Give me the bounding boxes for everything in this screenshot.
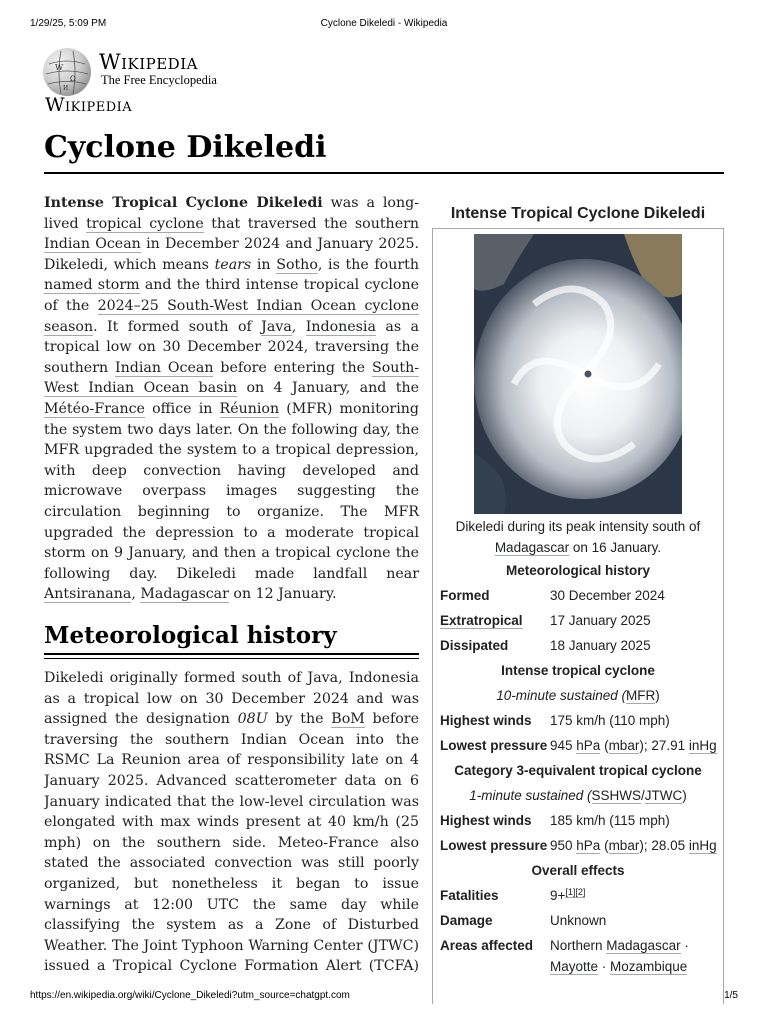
caption-text: Dikeledi during its peak intensity south of [455,519,701,534]
infobox-title: Intense Tropical Cyclone Dikeledi [432,195,724,229]
logo-wordmark: Wikipedia [99,50,198,74]
label-highest-winds: Highest winds [440,813,532,828]
value-fatalities [550,883,723,908]
value-formed: 30 December 2024 [550,588,665,603]
wikipedia-logo[interactable] [43,46,303,116]
pressure-text: ); 28.05 [639,838,689,853]
print-tab-title: Cyclone Dikeledi - Wikipedia [320,18,448,29]
value-areas-affected [550,935,723,979]
lead-italic-tears: tears [214,256,252,273]
label-areas-affected: Areas affected [440,938,534,953]
lead-paragraph [44,193,419,605]
category-subheader [433,783,723,808]
reference-links[interactable]: [1][2] [565,886,586,897]
lead-text: and the third intense tropical cyclone of the [44,277,420,314]
label-highest-winds: Highest winds [440,713,532,728]
cat-sub-text: 1-minute sustained ( [469,788,592,803]
infobox-header-effects: Overall effects [531,863,625,878]
svg-text:Ω: Ω [70,75,76,83]
lead-text: , [291,318,306,335]
section-divider [44,653,419,655]
link-mbar[interactable]: mbar [608,838,640,853]
link-indonesia[interactable]: Indonesia [305,318,376,335]
logo-tagline: The Free Encyclopedia [101,73,217,87]
pressure-text: ); 27.91 [639,738,689,753]
areas-text: Northern [550,938,607,953]
link-reunion[interactable]: Réunion [219,400,280,417]
row-cat-pressure [433,833,723,858]
link-antsiranana[interactable]: Antsiranana [44,586,132,603]
value-extratropical: 17 January 2025 [550,613,651,628]
link-mfr[interactable]: MFR [626,688,656,703]
lead-text: (MFR) monitoring the system two days later. On the following day, the MFR upgraded the system to a tropical depression, with deep convection having developed and microwave overpass images suggesting the circulation beginning to organize. The MFR upgraded the depression to a moderate tropical storm on 9 January, and then a tropical cyclone the following day. Dikeledi made landfall near [44,400,419,582]
value-itc-pressure [550,733,723,758]
link-bom[interactable]: BoM [331,711,365,728]
value-cat-pressure [550,833,723,858]
link-inhg[interactable]: inHg [688,738,717,753]
row-areas-affected [433,933,723,979]
print-url: https://en.wikipedia.org/wiki/Cyclone_Dikeledi?utm_source=chatgpt.com [30,990,350,1001]
link-inhg[interactable]: inHg [688,838,717,853]
areas-separator: · [598,959,611,974]
row-cat-winds [433,808,723,833]
infobox-header-itc: Intense tropical cyclone [501,663,655,678]
pressure-text: 950 [550,838,577,853]
met-history-paragraph [44,668,419,980]
itc-subheader [433,683,723,708]
pressure-text: ( [600,838,609,853]
lead-text: that traversed the southern [203,215,420,232]
link-java[interactable]: Java [261,318,292,335]
value-itc-winds: 175 km/h (110 mph) [550,713,670,728]
label-formed: Formed [440,588,490,603]
row-damage [433,908,723,933]
lead-text: in [251,256,277,273]
lead-text: on 12 January. [228,586,337,603]
link-extratropical[interactable]: Extratropical [440,613,523,628]
section-heading-meteorological-history: Meteorological history [44,622,337,649]
itc-sub-text: 10-minute sustained ( [496,688,627,703]
svg-text:W: W [55,63,64,72]
label-dissipated: Dissipated [440,638,509,653]
lead-text: before entering the [213,359,372,376]
value-dissipated: 18 January 2025 [550,638,651,653]
link-sshws[interactable]: SSHWS [591,788,642,803]
row-itc-winds [433,708,723,733]
link-hpa[interactable]: hPa [576,838,601,853]
lead-text: office in [144,400,220,417]
link-jtwc[interactable]: JTWC [644,788,683,803]
print-datetime: 1/29/25, 5:09 PM [30,18,107,29]
met-text: Dikeledi originally formed south of Java, Indonesia as a tropical low on 30 December 2024 and was assigned the designation [44,670,419,728]
fatalities-count: 9+ [550,888,566,903]
svg-text:И: И [63,85,69,92]
itc-sub-text: ) [655,688,660,703]
section-divider-thin [44,658,419,659]
logo-wordmark-secondary: Wikipedia [45,94,133,116]
link-caption-madagascar[interactable]: Madagascar [494,540,570,555]
image-caption [433,516,723,558]
lead-text: was a long-lived [44,195,419,232]
link-swio-basin[interactable]: South-West Indian Ocean basin [44,359,419,397]
row-extratropical [433,608,723,633]
lead-text: . It formed south of [93,318,262,335]
areas-separator: · [680,938,689,953]
lead-bold-name: Intense Tropical Cyclone Dikeledi [44,195,323,211]
print-header [30,18,738,32]
link-meteo-france[interactable]: Météo-France [44,400,145,417]
page-title: Cyclone Dikeledi [44,130,327,165]
label-fatalities: Fatalities [440,888,499,903]
cat-sub-text: / [641,788,645,803]
designation-italic: 08U [237,711,268,728]
lead-text: , is the fourth [317,256,419,273]
lead-text: in December 2024 and January 2025. Dikeledi, which means [44,236,419,273]
link-mbar[interactable]: mbar [608,738,640,753]
link-area-mayotte[interactable]: Mayotte [550,959,599,974]
link-hpa[interactable]: hPa [576,738,601,753]
link-cyclone-season[interactable]: 2024–25 South-West Indian Ocean cyclone season [44,297,419,335]
link-tropical-cyclone[interactable]: tropical cyclone [86,215,204,232]
link-area-madagascar[interactable]: Madagascar [606,938,681,953]
link-area-mozambique[interactable]: Mozambique [610,959,688,974]
print-footer [30,990,738,1004]
label-damage: Damage [440,913,493,928]
label-lowest-pressure: Lowest pressure [440,838,548,853]
satellite-image[interactable] [474,234,682,514]
cat-sub-text: ) [682,788,687,803]
link-madagascar[interactable]: Madagascar [140,586,229,603]
pressure-text: ( [600,738,609,753]
link-sotho[interactable]: Sotho [276,256,318,273]
met-text: by the [267,711,332,728]
row-formed [433,583,723,608]
print-page-number: 1/5 [724,990,738,1001]
value-cat-winds: 185 km/h (115 mph) [550,813,670,828]
infobox [432,195,724,1004]
lead-text: on 4 January, and the [237,380,419,397]
infobox-frame [432,229,724,1004]
link-named-storm[interactable]: named storm [44,277,140,294]
puzzle-globe-icon [43,48,91,96]
met-text: before traversing the southern Indian Ocean into the RSMC La Reunion area of responsibility late on 4 January 2025. Advanced scatterometer data on 6 January indicated that the low-level circulation was elongated with max winds present at 40 km/h (25 mph) on the southern side. Meteo-France also stated the associated convection was still poorly organized, but nonetheless it began to issue warnings at 12:00 UTC the same day while classifying the system as a Zone of Disturbed Weather. The Joint Typhoon Warning Center (JTWC) issued a Tropical Cyclone Formation Alert (TCFA) [44,711,419,975]
lead-text: , [131,586,141,603]
lead-text: as a tropical low on 30 December 2024, traversing the southern [44,318,419,376]
title-divider [44,172,724,174]
link-indian-ocean-2[interactable]: Indian Ocean [115,359,214,376]
row-fatalities [433,883,723,908]
caption-text: on 16 January. [569,540,662,555]
row-dissipated [433,633,723,658]
row-itc-pressure [433,733,723,758]
link-indian-ocean[interactable]: Indian Ocean [44,236,141,253]
value-damage: Unknown [550,913,607,928]
infobox-header-category: Category 3-equivalent tropical cyclone [454,763,702,778]
infobox-header-met-history: Meteorological history [505,563,651,578]
label-lowest-pressure: Lowest pressure [440,738,548,753]
pressure-text: 945 [550,738,577,753]
label-extratropical [440,608,550,633]
